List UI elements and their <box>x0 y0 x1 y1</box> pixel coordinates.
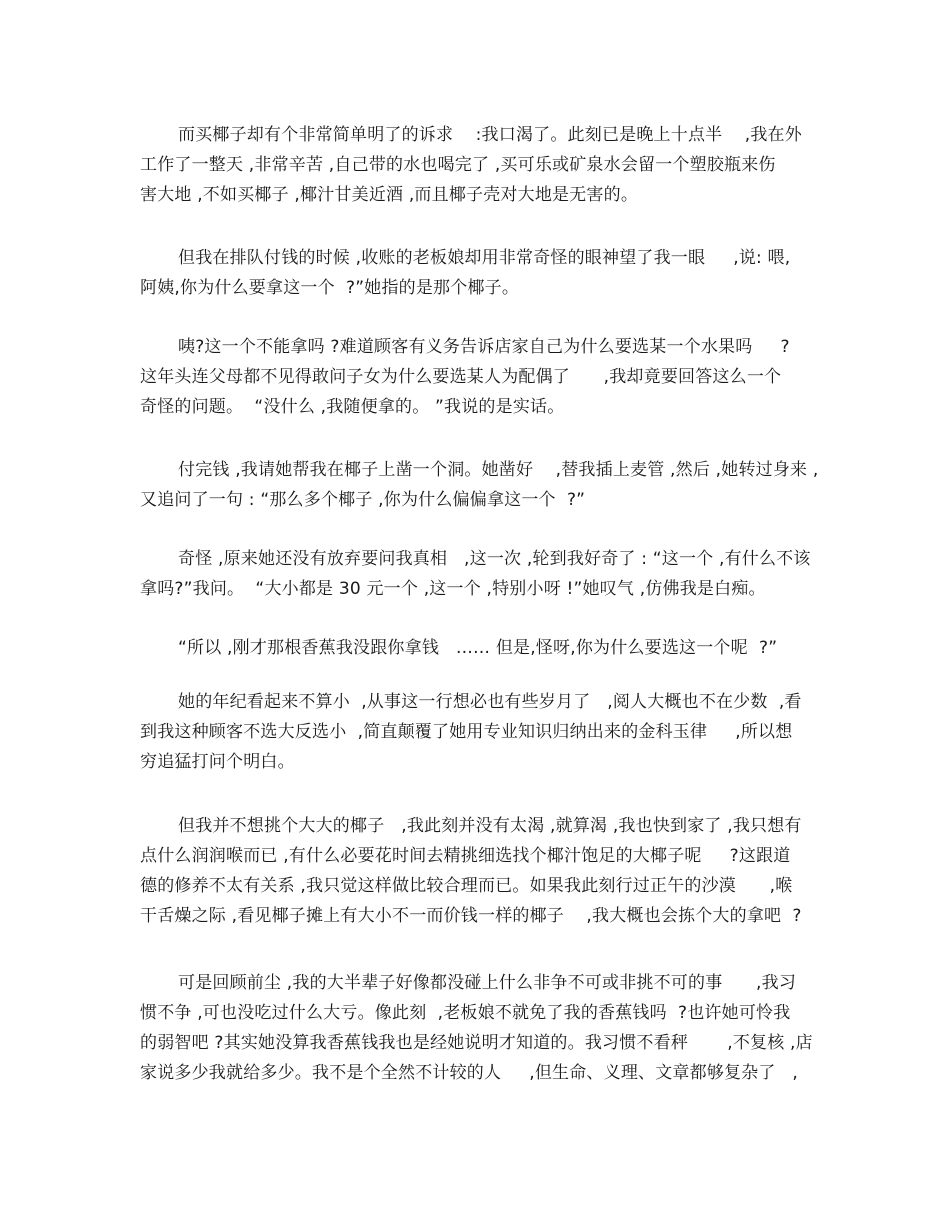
paragraph-7 <box>140 687 820 777</box>
text-line: 拿吗?”我问。 “大小都是 30 元一个 ,这一个 ,特别小呀 !”她叹气 ,仿佛我是白痴。 <box>140 579 766 599</box>
text-line: 可是回顾前尘 ,我的大半辈子好像都没碰上什么非争不可或非挑不可的事 ,我习 <box>178 973 797 993</box>
text-line: 的弱智吧 ?其实她没算我香蕉钱我也是经她说明才知道的。我习惯不看秤 ,不复核 ,店 <box>140 1033 813 1053</box>
text-line: 而买椰子却有个非常简单明了的诉求 :我口渴了。此刻已是晚上十点半 ,我在外 <box>178 125 802 145</box>
paragraph-5 <box>140 544 820 604</box>
text-line: 害大地 ,不如买椰子 ,椰汁甘美近酒 ,而且椰子壳对大地是无害的。 <box>140 185 639 205</box>
paragraph-4 <box>140 455 820 515</box>
text-line: 穷追猛打问个明白。 <box>140 752 295 772</box>
paragraph-6 <box>140 633 820 663</box>
text-line: 家说多少我就给多少。我不是个全然不计较的人 ,但生命、义理、文章都够复杂了 , <box>140 1063 799 1083</box>
paragraph-3 <box>140 332 820 422</box>
text-line: “所以 ,刚才那根香蕉我没跟你拿钱 …… 但是,怪呀,你为什么要选这一个呢 ?” <box>178 638 778 658</box>
text-line: 这年头连父母都不见得敢问子女为什么要选某人为配偶了 ,我却竟要回答这么一个 <box>140 367 782 387</box>
text-line: 阿姨,你为什么要拿这一个 ?”她指的是那个椰子。 <box>140 278 520 298</box>
text-line: 干舌燥之际 ,看见椰子摊上有大小不一而价钱一样的椰子 ,我大概也会拣个大的拿吧 ? <box>140 906 802 926</box>
text-line: 但我在排队付钱的时候 ,收账的老板娘却用非常奇怪的眼神望了我一眼 ,说: 喂, <box>178 248 791 268</box>
text-line: 德的修养不太有关系 ,我只觉这样做比较合理而已。如果我此刻行过正午的沙漠 ,喉 <box>140 876 793 896</box>
text-line: 工作了一整天 ,非常辛苦 ,自己带的水也喝完了 ,买可乐或矿泉水会留一个塑胶瓶来伤 <box>140 155 776 175</box>
paragraph-1 <box>140 120 820 210</box>
text-line: 又追问了一句 : “那么多个椰子 ,你为什么偏偏拿这一个 ?” <box>140 490 586 510</box>
text-line: 她的年纪看起来不算小 ,从事这一行想必也有些岁月了 ,阅人大概也不在少数 ,看 <box>178 692 802 712</box>
paragraph-8 <box>140 811 820 931</box>
text-line: 点什么润润喉而已 ,有什么必要花时间去精挑细选找个椰汁饱足的大椰子呢 ?这跟道 <box>140 846 791 866</box>
text-line: 到我这种顾客不选大反选小 ,简直颠覆了她用专业知识归纳出来的金科玉律 ,所以想 <box>140 722 793 742</box>
text-line: 付完钱 ,我请她帮我在椰子上凿一个洞。她凿好 ,替我插上麦管 ,然后 ,她转过身来 , <box>178 460 819 480</box>
text-line: 咦?这一个不能拿吗 ?难道顾客有义务告诉店家自己为什么要选某一个水果吗 ? <box>178 337 790 357</box>
paragraph-2 <box>140 243 820 303</box>
text-line: 但我并不想挑个大大的椰子 ,我此刻并没有太渴 ,就算渴 ,我也快到家了 ,我只想有 <box>178 816 802 836</box>
paragraph-9 <box>140 968 820 1088</box>
text-line: 奇怪的问题。 “没什么 ,我随便拿的。 ”我说的是实话。 <box>140 397 565 417</box>
text-line: 惯不争 ,可也没吃过什么大亏。像此刻 ,老板娘不就免了我的香蕉钱吗 ?也许她可怜我 <box>140 1003 791 1023</box>
text-line: 奇怪 ,原来她还没有放弃要问我真相 ,这一次 ,轮到我好奇了 : “这一个 ,有什么不该 <box>178 549 811 569</box>
